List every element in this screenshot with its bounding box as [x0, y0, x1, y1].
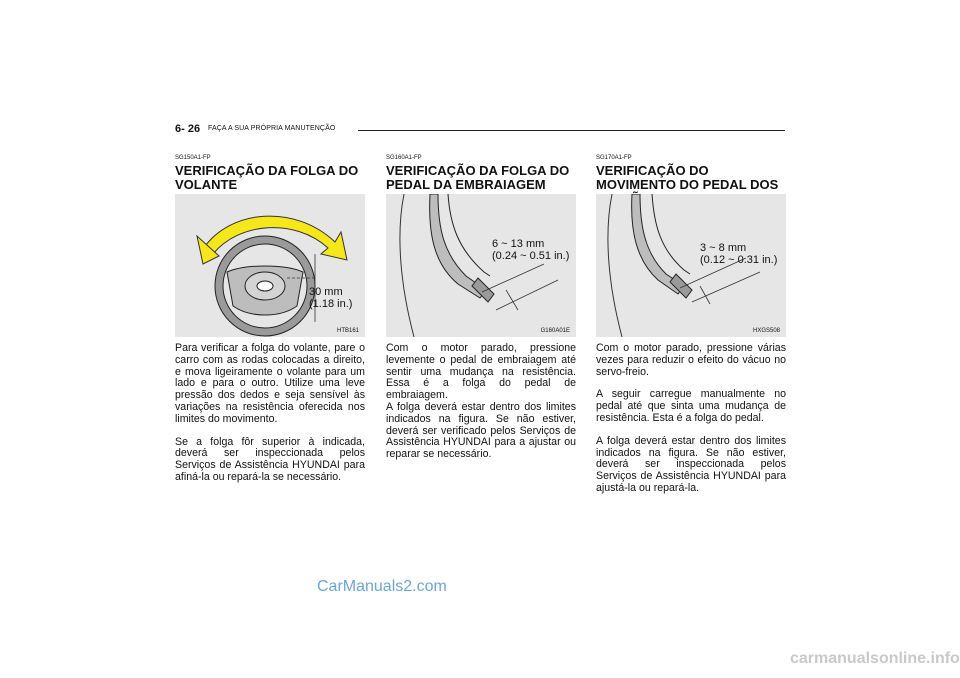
section-heading: VERIFICAÇÃO DA FOLGA DO PEDAL DA EMBRAIAGEM	[386, 163, 570, 192]
clutch-pedal-section	[386, 154, 576, 472]
steering-wheel-section	[175, 154, 365, 495]
body-paragraph: Para verificar a folga do volante, pare o carro com as rodas colocadas a direito, e mova ligeiramente o volante para um lado e para o outro. Utilize uma leve pressão dos dedos e seja sensível às variações na resistência oferecida nos limites do movimento.	[175, 342, 365, 425]
steering-play-measurement: 30 mm (1.18 in.)	[309, 286, 353, 310]
brake-play-measurement: 3 ~ 8 mm (0.12 ~ 0.31 in.)	[700, 242, 778, 266]
figure-code: HXGS508	[752, 328, 780, 334]
clutch-pedal-figure	[386, 194, 576, 337]
brake-pedal-section	[596, 154, 786, 506]
section-code: SG160A1-FP	[386, 155, 422, 161]
clutch-play-measurement: 6 ~ 13 mm (0.24 ~ 0.51 in.)	[492, 238, 570, 262]
section-body	[596, 343, 786, 495]
header-rule	[358, 130, 785, 131]
steering-wheel-illustration	[175, 194, 365, 337]
body-paragraph: A seguir carregue manualmente no pedal até que sinta uma mudança de resistência. Esta é a folga do pedal.	[596, 388, 786, 424]
brake-pedal-figure	[596, 194, 786, 337]
section-body	[175, 343, 365, 484]
body-paragraph: A folga deverá estar dentro dos limites indicados na figura. Se não estiver, deverá ser inspeccionada pelos Serviços de Assistência HYUNDAI para ajustá-la ou repará-la.	[596, 434, 786, 494]
steering-wheel-figure	[175, 194, 365, 337]
section-title: FAÇA A SUA PRÓPRIA MANUTENÇÃO	[208, 125, 336, 132]
section-body	[386, 343, 576, 461]
section-heading: VERIFICAÇÃO DO MOVIMENTO DO PEDAL DOS	[596, 163, 779, 192]
body-paragraph: Com o motor parado, pressione várias vezes para reduzir o efeito do vácuo no servo-freio.	[596, 342, 786, 378]
clutch-pedal-illustration	[386, 194, 576, 337]
section-code: SG150A1-FP	[175, 155, 211, 161]
watermark-link[interactable]: CarManuals2.com	[317, 578, 447, 595]
section-code: SG170A1-FP	[596, 155, 632, 161]
body-paragraph: Se a folga fôr superior à indicada, deverá ser inspeccionada pelos Serviços de Assistência HYUNDAI para afiná-la ou repará-la se necessário.	[175, 435, 365, 483]
page-number: 6- 26	[175, 123, 201, 135]
body-paragraph: Com o motor parado, pressione levemente o pedal de embraiagem até sentir uma mudança na resistência. Essa é a folga do pedal de embraiagem. A folga deverá estar dentro dos limites indicados na figura. Se não estiver, deverá ser verificado pelos Serviços de Assistência HYUNDAI para a ajustar ou reparar se necessário.	[386, 342, 576, 461]
figure-code: HTB161	[336, 328, 359, 334]
figure-code: G160A01E	[540, 328, 570, 334]
section-heading: VERIFICAÇÃO DA FOLGA DO VOLANTE	[175, 163, 359, 192]
footer-site-watermark: carmanualsonline.info	[790, 650, 960, 667]
